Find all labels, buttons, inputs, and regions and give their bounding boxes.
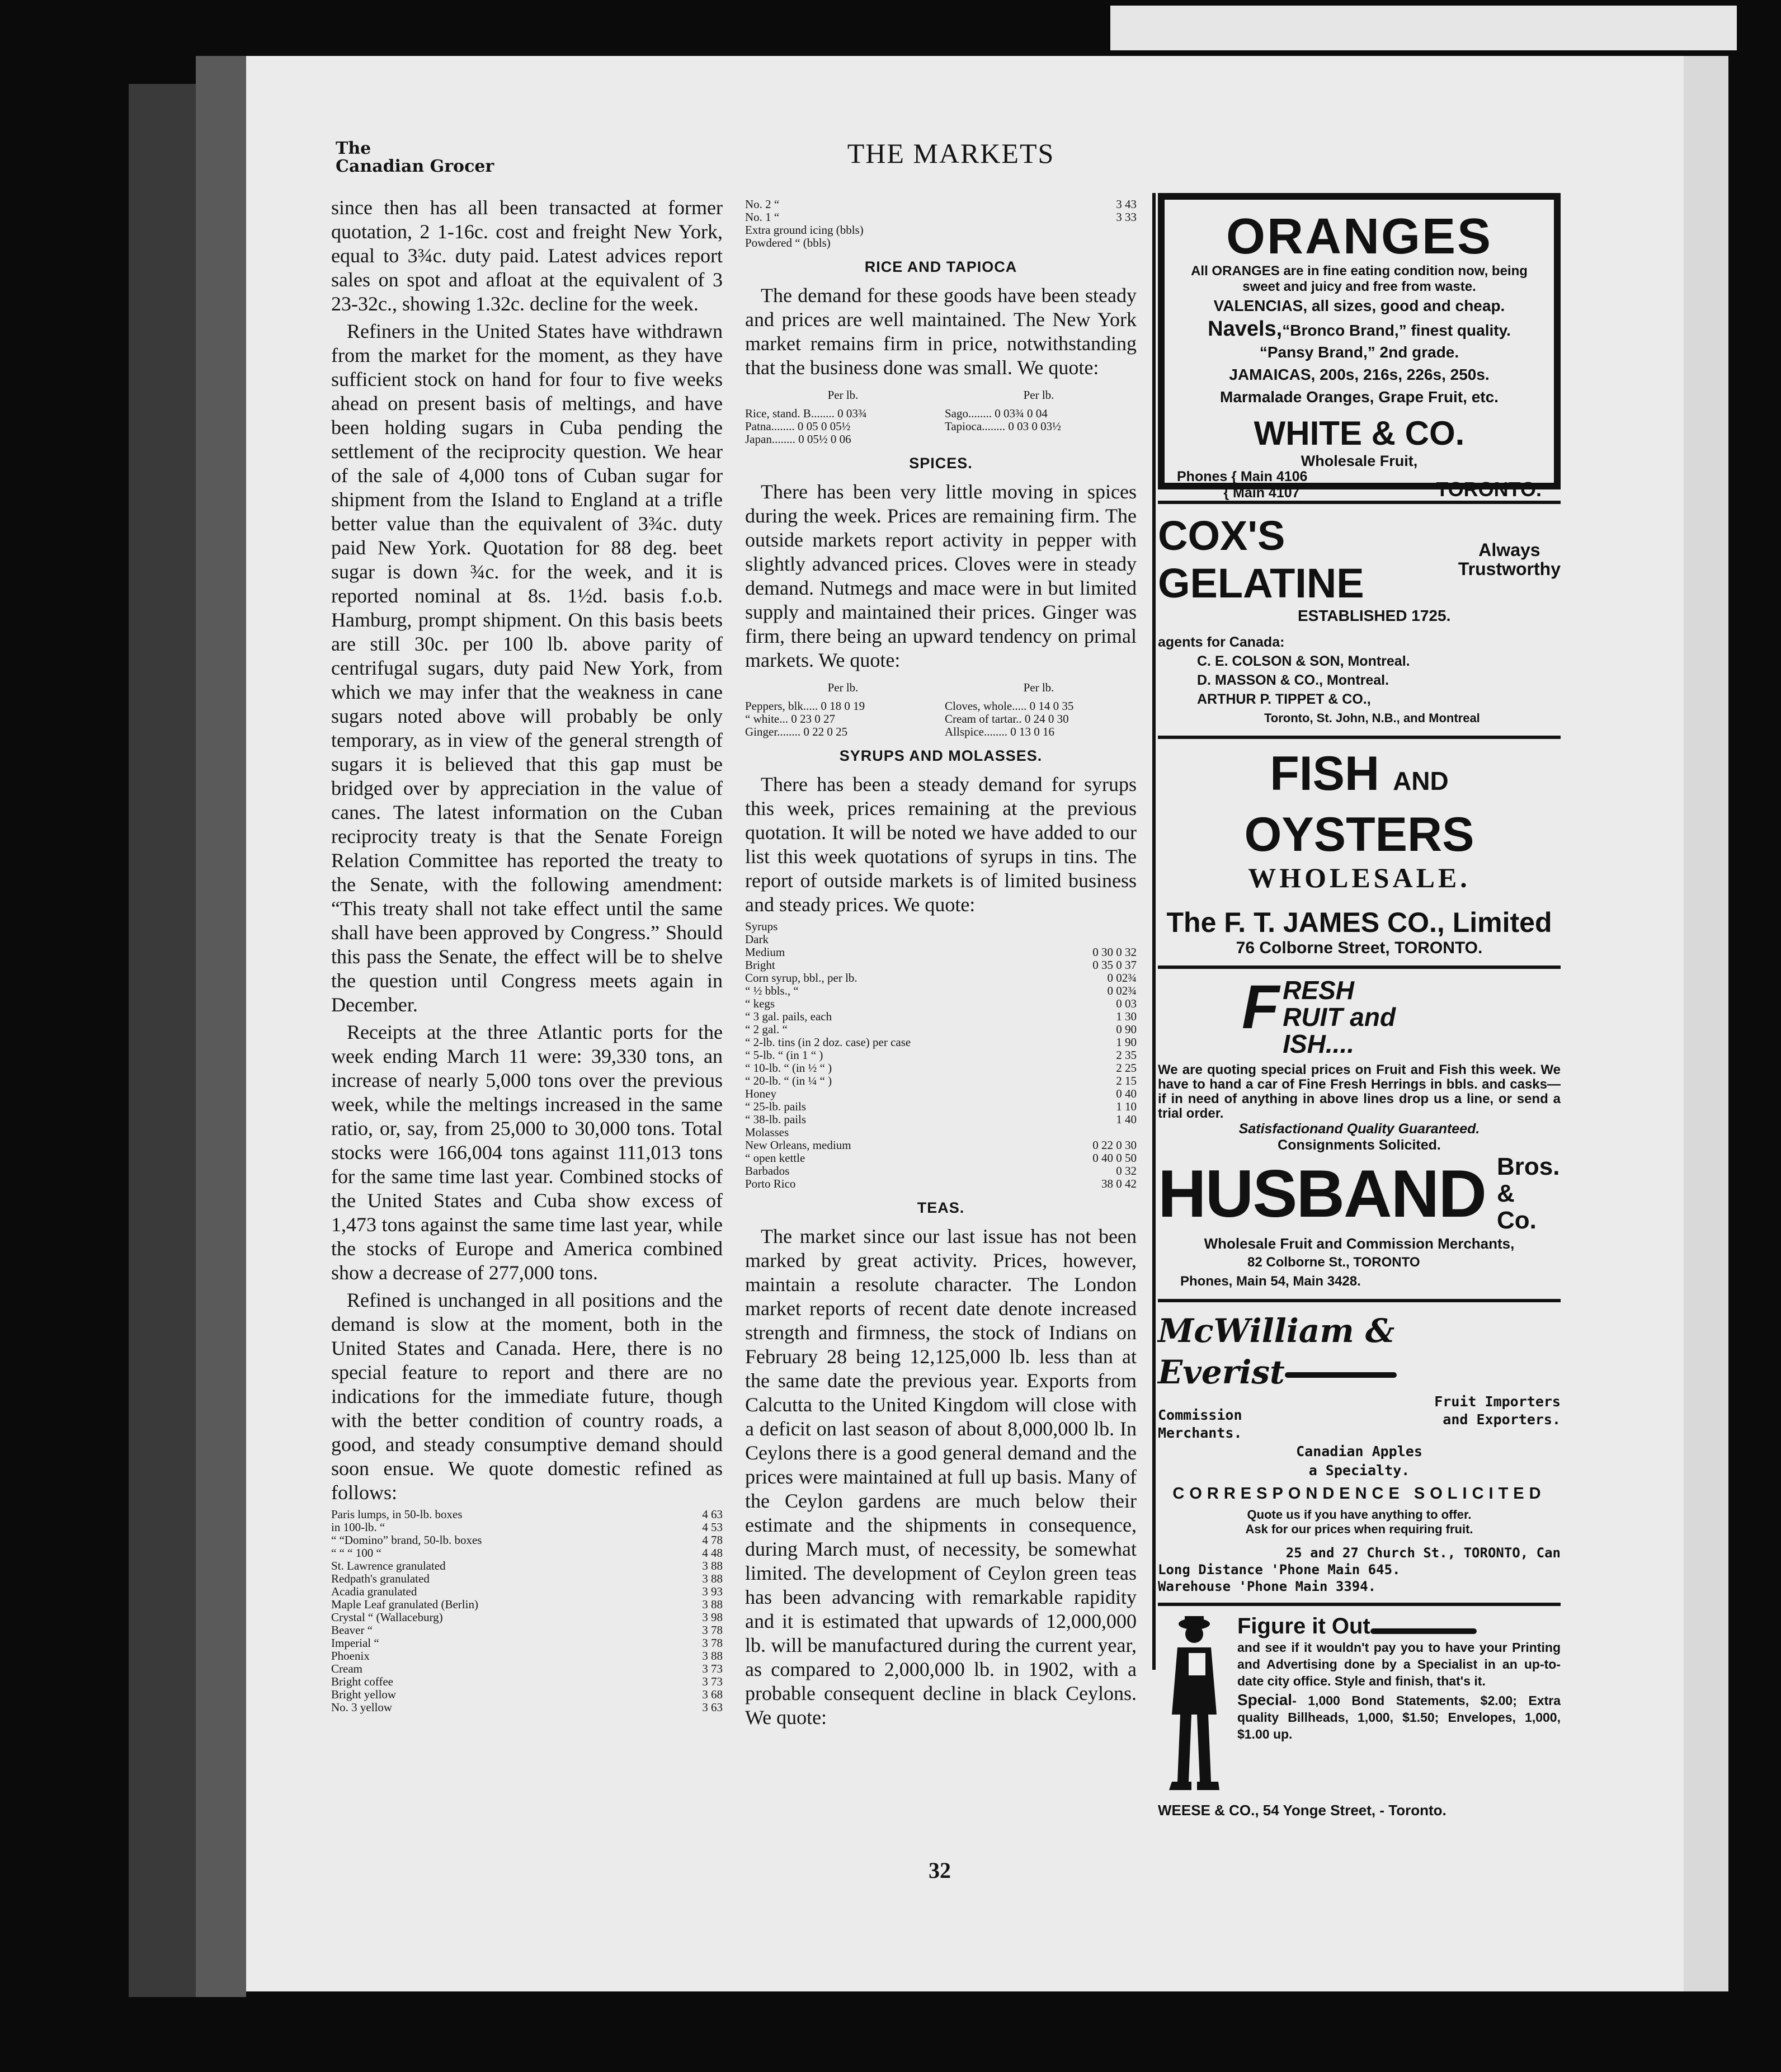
price-item: Imperial “ [331, 1636, 379, 1650]
ad-weese-co [1158, 1614, 1561, 1819]
ad-phones: Phones, Main 54, Main 3428. [1180, 1274, 1361, 1289]
price-item: Molasses [745, 1126, 789, 1139]
price-item: “ 38-lb. pails [745, 1113, 807, 1126]
price-value: 0 40 [1116, 1087, 1137, 1100]
price-value: 1 30 [1116, 1010, 1137, 1023]
price-row [745, 198, 1137, 211]
price-row [745, 920, 1137, 933]
ad-address: 76 Colborne Street, TORONTO. [1236, 939, 1483, 957]
price-item: No. 1 “ [745, 210, 780, 224]
price-value: 0 02¾ [1107, 984, 1137, 997]
ad-correspondence: CORRESPONDENCE SOLICITED [1172, 1485, 1546, 1503]
column-markets [745, 196, 1137, 1733]
book-page-stack [196, 56, 246, 1997]
price-row [745, 1126, 1137, 1139]
ornamental-dash [1370, 1628, 1477, 1634]
ad-bros [1497, 1153, 1561, 1234]
price-item: “ kegs [745, 997, 775, 1010]
price-item: Bright [745, 958, 775, 972]
price-row [745, 959, 1137, 972]
price-value: 3 88 [702, 1649, 723, 1663]
price-item: No. 2 “ [745, 197, 780, 211]
price-item: “ “ “ 100 “ [331, 1546, 381, 1560]
husband-header [1158, 1153, 1561, 1234]
ad-fresh-fruit-fish [1242, 973, 1561, 1058]
price-value: 2 15 [1116, 1074, 1137, 1087]
ad-line-navels [1177, 317, 1542, 341]
price-item: “ 3 gal. pails, each [745, 1010, 832, 1023]
price-row [331, 1534, 723, 1547]
ad-line: VALENCIAS, all sizes, good and cheap. [1213, 297, 1505, 314]
column-divider [1152, 193, 1156, 1670]
price-value: 0 90 [1116, 1023, 1137, 1036]
price-item: Powdered “ (bbls) [745, 236, 831, 249]
price-value: 3 33 [1116, 210, 1137, 224]
column-sugar [331, 196, 723, 1720]
price-item: Extra ground icing (bbls) [745, 223, 864, 237]
price-row [745, 1113, 1137, 1126]
figure-text [1237, 1614, 1561, 1798]
ad-note: Ask for our prices when requiring fruit. [1245, 1522, 1473, 1536]
price-line: Tapioca........ 0 03 0 03½ [945, 420, 1061, 433]
price-row [745, 1062, 1137, 1075]
price-row [331, 1624, 723, 1637]
price-item: Crystal “ (Wallaceburg) [331, 1610, 443, 1624]
price-row [331, 1688, 723, 1701]
ad-wholesale: WHOLESALE. [1248, 862, 1471, 893]
price-row [331, 1585, 723, 1598]
ad-company-name: HUSBAND [1158, 1156, 1486, 1231]
price-value [1092, 920, 1137, 933]
price-item: “ 10-lb. “ (in ½ “ ) [745, 1061, 832, 1075]
ad-city: TORONTO. [1436, 478, 1542, 501]
price-row [331, 1547, 723, 1560]
ad-line: “Pansy Brand,” 2nd grade. [1259, 343, 1459, 361]
price-row [745, 224, 1137, 237]
tag-line: Always [1478, 540, 1540, 560]
price-value: 0 02¾ [1107, 971, 1137, 985]
navels-label: Navels, [1208, 317, 1283, 341]
service-line: Merchants. [1158, 1425, 1242, 1441]
price-line: Allspice........ 0 13 0 16 [945, 725, 1054, 738]
spices-price-grid [745, 700, 1137, 738]
price-value: 3 73 [702, 1675, 723, 1688]
price-item: Dark [745, 933, 769, 946]
price-row [745, 1087, 1137, 1100]
ad-special [1237, 1692, 1561, 1743]
price-row [745, 1100, 1137, 1113]
phones-label: Phones [1177, 469, 1228, 484]
price-row [331, 1650, 723, 1663]
price-value: 0 03 [1116, 997, 1137, 1010]
price-row [745, 997, 1137, 1010]
ad-line: JAMAICAS, 200s, 216s, 226s, 250s. [1229, 366, 1490, 383]
ff-line: ISH.... [1283, 1029, 1355, 1058]
price-value: 1 10 [1116, 1100, 1137, 1113]
title-word: AND [1393, 766, 1449, 795]
ad-subtitle: All ORANGES are in fine eating condition now, being sweet and juicy and free from waste. [1191, 263, 1528, 294]
sugar-price-table [331, 1508, 723, 1714]
ad-line: Marmalade Oranges, Grape Fruit, etc. [1220, 388, 1499, 406]
price-value: 3 63 [702, 1701, 723, 1714]
page-number: 32 [929, 1858, 951, 1883]
price-item: Barbados [745, 1164, 790, 1178]
ad-consignments: Consignments Solicited. [1278, 1137, 1441, 1153]
price-row [331, 1611, 723, 1624]
price-row [745, 1023, 1137, 1036]
page-title: THE MARKETS [847, 138, 1055, 169]
ad-tagline [1458, 540, 1561, 578]
phone-2: Main 4107 [1233, 485, 1300, 501]
rice-text: The demand for these goods have been steady and prices are well maintained. The New York market remains firm in price, notwithstanding that the business done was small. We quote: [745, 284, 1137, 379]
price-value: 0 35 0 37 [1092, 958, 1137, 972]
price-value: 3 98 [702, 1610, 723, 1624]
ad-fish-oysters [1158, 747, 1561, 958]
ad-specialty [1158, 1442, 1561, 1480]
paragraph: Receipts at the three Atlantic ports for the week ending March 11 were: 39,330 tons, an increase of nearly 5,000 tons over the previous week, while the meltings increased in the same ratio, or, say, from 25,000 to 30,000 tons. Total stocks were 166,004 tons against 111,013 tons for the same time last year. Combined stocks of the United States and Cuba show excess of 1,473 tons against the same time last year, while the stocks of Europe and America combined show a decrease of 277,000 tons. [331, 1021, 723, 1284]
price-line: Peppers, blk..... 0 18 0 19 [745, 699, 865, 713]
price-line: Japan........ 0 05½ 0 06 [745, 432, 851, 446]
price-value [1092, 933, 1137, 946]
perlb-label: Per lb. [827, 681, 859, 694]
ad-company-desc: Wholesale Fruit, [1301, 453, 1418, 469]
price-row [745, 985, 1137, 997]
syrups-text: There has been a steady demand for syrups this week, prices remaining at the previous quotation. It will be noted we have added to our list this week quotations of syrups in tins. The report of outside markets is of limited business and steady prices. We quote: [745, 773, 1137, 916]
price-row [745, 1152, 1137, 1165]
price-value: 3 73 [702, 1662, 723, 1675]
price-item: “ 25-lb. pails [745, 1100, 807, 1113]
price-row [331, 1572, 723, 1585]
price-item: “ 2 gal. “ [745, 1023, 788, 1036]
ad-phones [1177, 469, 1542, 501]
ad-address: 25 and 27 Church St., TORONTO, Can [1285, 1545, 1561, 1561]
price-item: “ “Domino” brand, 50-lb. boxes [331, 1533, 482, 1547]
navels-detail: “Bronco Brand,” finest quality. [1282, 322, 1511, 339]
price-line: Cloves, whole..... 0 14 0 35 [945, 699, 1074, 713]
price-item: Bright yellow [331, 1688, 397, 1701]
price-value: 0 32 [1116, 1164, 1137, 1178]
bros-line: Co. [1497, 1207, 1537, 1234]
ad-agent: C. E. COLSON & SON, Montreal. [1197, 653, 1410, 669]
price-value: 3 93 [702, 1585, 723, 1598]
specialty-line: Canadian Apples [1296, 1443, 1422, 1459]
ad-phone: Long Distance 'Phone Main 645. [1158, 1562, 1401, 1577]
perlb-label: Per lb. [1023, 388, 1054, 402]
ad-company-name: WHITE & CO. [1254, 415, 1465, 452]
price-value: 3 88 [702, 1572, 723, 1585]
price-item: “ 20-lb. “ (in ¼ “ ) [745, 1074, 832, 1087]
ad-company-name: The F. T. JAMES CO., Limited [1166, 907, 1552, 938]
ad-divider [1158, 1603, 1561, 1606]
price-line: Sago........ 0 03¾ 0 04 [945, 407, 1048, 420]
price-item: Paris lumps, in 50-lb. boxes [331, 1508, 463, 1521]
ad-established: ESTABLISHED 1725. [1298, 607, 1451, 624]
ad-company-desc: Wholesale Fruit and Commission Merchants, [1204, 1235, 1515, 1252]
ornamental-dash [1285, 1372, 1397, 1378]
paragraph: Refiners in the United States have withdrawn from the market for the moment, as they have sufficient stock on hand for four to five weeks ahead on present basis of meltings, and have been holding sugars in Cuba pending the settlement of the reciprocity question. We hear of the sale of 4,000 tons of Cuban sugar for shipment from the Island to England at a trifle better value than the equivalent of 3¾c. duty paid New York. Quotation for 88 deg. beet sugar is down ¾c. for the week, and it is reported nominal at 8s. 1½d. basis f.o.b. Hamburg, prompt shipment. On this basis beets are still 30c. per 100 lb. above parity of centrifugal sugars, duty paid New York, from which we may infer that the weakness in cane sugars noted above will probably be only temporary, as in view of the general strength of sugars it is believed that this gap must be bridged over by appreciation in the value of canes. The latest information on the Cuban reciprocity treaty is that the Senate Foreign Relation Committee has reported the treaty to the Senate, with the following amendment: “This treaty shall not take effect until the same shall have been approved by Congress.” Should this pass the Senate, the effect will be to shelve the question until Congress meets again in December. [331, 320, 723, 1016]
service-col [1359, 1393, 1561, 1442]
price-value: 3 78 [702, 1623, 723, 1637]
price-row [331, 1521, 723, 1534]
rice-heading: RICE AND TAPIOCA [864, 258, 1017, 275]
spices-heading: SPICES. [909, 455, 973, 472]
price-value: 0 30 0 32 [1092, 945, 1137, 959]
price-item: St. Lawrence granulated [331, 1559, 446, 1572]
ff-initial: F [1242, 973, 1280, 1042]
price-value: 3 88 [702, 1559, 723, 1572]
price-item: Bright coffee [331, 1675, 393, 1688]
price-item: Syrups [745, 920, 778, 933]
price-item: Redpath's granulated [331, 1572, 430, 1585]
special-text: - 1,000 Bond Statements, $2.00; Extra quality Billheads, 1,000, $1.50; Envelopes, 1,000, $1.00 up. [1237, 1693, 1561, 1741]
price-row [745, 972, 1137, 985]
price-row [745, 1010, 1137, 1023]
price-row [745, 211, 1137, 224]
perlb-label: Per lb. [1023, 681, 1054, 694]
price-value: 4 53 [702, 1520, 723, 1534]
price-row [745, 1178, 1137, 1190]
spices-perlb-header [745, 676, 1137, 700]
price-value: 4 48 [702, 1546, 723, 1560]
price-row [331, 1560, 723, 1572]
price-row [745, 1165, 1137, 1178]
ad-address: 82 Colborne St., TORONTO [1247, 1255, 1420, 1270]
syrup-price-table [745, 920, 1137, 1190]
publication-name [336, 140, 494, 176]
publication-line2: Canadian Grocer [336, 157, 494, 176]
price-value: 3 68 [702, 1688, 723, 1701]
page-right-strip [1684, 56, 1728, 1991]
price-row [745, 237, 1137, 249]
price-value: 4 63 [702, 1508, 723, 1521]
ad-divider [1158, 1299, 1561, 1302]
service-line: Commission [1158, 1407, 1242, 1423]
price-row [331, 1701, 723, 1714]
ad-title [1158, 747, 1561, 861]
price-value: 1 90 [1116, 1035, 1137, 1049]
ad-title: COX'S GELATINE [1158, 512, 1364, 606]
price-value: 1 40 [1116, 1113, 1137, 1126]
ad-agent: D. MASSON & CO., Montreal. [1197, 672, 1389, 688]
cox-header [1158, 512, 1561, 607]
price-value: 2 35 [1116, 1048, 1137, 1062]
service-line: Fruit Importers [1434, 1393, 1561, 1410]
price-row [331, 1508, 723, 1521]
price-item: Maple Leaf granulated (Berlin) [331, 1598, 478, 1611]
price-row [745, 1075, 1137, 1087]
price-value: 4 78 [702, 1533, 723, 1547]
special-label: Special [1237, 1691, 1293, 1708]
price-item: “ 5-lb. “ (in 1 “ ) [745, 1048, 823, 1062]
price-row [745, 1139, 1137, 1152]
figure-header [1237, 1614, 1561, 1639]
price-row [745, 933, 1137, 946]
phone-1: Main 4106 [1240, 469, 1308, 484]
bros-line: Bros. & [1497, 1153, 1560, 1207]
ff-line: RUIT and [1283, 1002, 1396, 1032]
price-value: 0 40 0 50 [1092, 1151, 1137, 1165]
tag-line: Trustworthy [1458, 559, 1561, 579]
price-row [331, 1663, 723, 1675]
ad-agent: Toronto, St. John, N.B., and Montreal [1264, 711, 1480, 725]
ad-agents-label: agents for Canada: [1158, 634, 1285, 650]
price-value [1103, 237, 1137, 249]
ad-phone: Warehouse 'Phone Main 3394. [1158, 1579, 1377, 1594]
price-item: Cream [331, 1662, 362, 1675]
man-figure-icon [1158, 1614, 1231, 1798]
ad-guarantee: Satisfactionand Quality Guaranteed. [1238, 1121, 1480, 1137]
perlb-label: Per lb. [827, 388, 859, 402]
ad-husband-bros [1158, 973, 1561, 1291]
price-value: 38 0 42 [1101, 1177, 1137, 1190]
title-word: Everist [1158, 1353, 1285, 1391]
teas-heading: TEAS. [917, 1199, 965, 1216]
rice-price-grid [745, 407, 1137, 446]
price-value: 2 25 [1116, 1061, 1137, 1075]
price-item: “ open kettle [745, 1151, 805, 1165]
price-line [945, 433, 1137, 446]
price-item: No. 3 yellow [331, 1701, 393, 1714]
teas-text: The market since our last issue has not been marked by great activity. Prices, however, maintain a resolute character. The London market reports of recent date denote increased strength and firmness, the stock of Indians on February 28 being 12,125,000 lb. less than at the same date the previous year. Exports from Calcutta to the United Kingdom will close with a deficit on last season of about 8,000,000 lb. In Ceylons there is a good general demand and the prices were maintained at full up basis. Many of the Ceylon gardens are much below their estimate and the shipments in consequence, during March must, of necessity, be somewhat limited. The development of Ceylon green teas has been advancing with remarkable rapidity and it is estimated that upwards of 12,000,000 lb. will be manufactured during the current year, as compared to 2,000,000 lb. in 1902, with a probable consequent decline in black Ceylons. We quote: [745, 1225, 1137, 1729]
price-line: Rice, stand. B........ 0 03¾ [745, 407, 867, 420]
ad-divider [1158, 736, 1561, 739]
sugar-price-table-cont [745, 198, 1137, 249]
price-item: Phoenix [331, 1649, 370, 1663]
price-value: 0 22 0 30 [1092, 1138, 1137, 1152]
price-value [1092, 1126, 1137, 1139]
price-item: Acadia granulated [331, 1585, 417, 1598]
spices-text: There has been very little moving in spices during the week. Prices are remaining firm. The outside markets report activity in pepper with slightly advanced prices. Cloves were in steady demand. Nutmegs and mace were in but limited supply and maintained their prices. Ginger was firm, there being an upward tendency on primal markets. We quote: [745, 481, 1137, 671]
price-line: Patna........ 0 05 0 05½ [745, 420, 851, 433]
price-row [745, 1036, 1137, 1049]
rice-perlb-header [745, 383, 1137, 407]
ad-title-line2 [1158, 1351, 1561, 1393]
scan-top-tab [1110, 6, 1737, 50]
ad-services [1158, 1393, 1561, 1442]
price-item: Corn syrup, bbl., per lb. [745, 971, 857, 985]
paragraph: since then has all been transacted at former quotation, 2 1-16c. cost and freight New York, equal to 3¾c. duty paid. Latest advices report sales on spot and afloat at the equivalent of 3 23-32c., showing 1.32c. decline for the week. [331, 196, 723, 315]
paragraph: Refined is unchanged in all positions and the demand is slow at the moment, both in the United States and Canada. Here, there is no special feature to report and there are no indications for the immediate future, though with the better condition of country roads, a good, and steady consumptive demand should soon ensue. We quote domestic refined as follows: [331, 1289, 723, 1504]
service-line: and Exporters. [1443, 1411, 1561, 1428]
price-row [745, 946, 1137, 959]
price-item: “ 2-lb. tins (in 2 doz. case) per case [745, 1035, 911, 1049]
ad-title-line: McWilliam & [1158, 1312, 1395, 1350]
price-item: Porto Rico [745, 1177, 796, 1190]
publication-line1: The [336, 139, 371, 158]
price-row [331, 1598, 723, 1611]
syrups-heading: SYRUPS AND MOLASSES. [839, 747, 1043, 764]
ad-title: Figure it Out [1237, 1614, 1370, 1638]
price-row [745, 1049, 1137, 1062]
price-value [1103, 224, 1137, 237]
ff-line: RESH [1283, 976, 1355, 1005]
price-item: New Orleans, medium [745, 1138, 851, 1152]
ad-cox-gelatine [1158, 512, 1561, 728]
ad-title: ORANGES [1226, 209, 1493, 265]
title-word: OYSTERS [1244, 808, 1474, 861]
figure-body-wrap [1158, 1614, 1561, 1798]
specialty-line: a Specialty. [1308, 1462, 1410, 1478]
advertisement-column [1158, 193, 1561, 1819]
price-value: 3 43 [1116, 197, 1137, 211]
ad-body: and see if it wouldn't pay you to have your Printing and Advertising done by a Specialist in an up-to-date city office. Style and finish, that's it. [1237, 1640, 1561, 1688]
title-word: FISH [1270, 747, 1380, 800]
ad-mcwilliam-everist [1158, 1310, 1561, 1595]
price-row [331, 1637, 723, 1650]
service-col [1158, 1393, 1359, 1442]
ad-divider [1158, 966, 1561, 969]
price-item: Honey [745, 1087, 776, 1100]
price-item: “ ½ bbls., “ [745, 984, 799, 997]
price-line: Ginger........ 0 22 0 25 [745, 725, 848, 738]
price-item: Beaver “ [331, 1623, 373, 1637]
ad-footer: WEESE & CO., 54 Yonge Street, - Toronto. [1158, 1802, 1447, 1819]
price-row [331, 1675, 723, 1688]
ad-white-co-oranges [1158, 193, 1561, 501]
price-line: Cream of tartar.. 0 24 0 30 [945, 712, 1069, 726]
price-item: Medium [745, 945, 785, 959]
phones-block: Phones { Main 4106 { Main 4107 [1177, 469, 1308, 501]
price-value: 3 78 [702, 1636, 723, 1650]
price-item: in 100-lb. “ [331, 1520, 385, 1534]
ad-agent: ARTHUR P. TIPPET & CO., [1197, 691, 1371, 707]
ad-body: We are quoting special prices on Fruit and Fish this week. We have to hand a car of Fine Fresh Herrings in bbls. and casks—if in need of anything in above lines drop us a line, or send a trial order. [1158, 1062, 1561, 1121]
ad-note: Quote us if you have anything to offer. [1247, 1508, 1472, 1522]
price-line: “ white... 0 23 0 27 [745, 712, 835, 726]
price-value: 3 88 [702, 1598, 723, 1611]
